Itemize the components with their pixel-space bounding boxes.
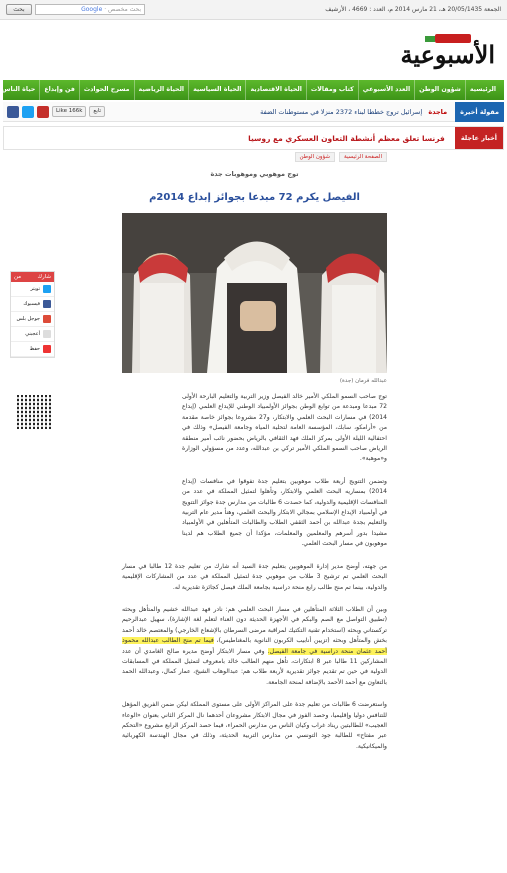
ticker-text[interactable] bbox=[105, 108, 455, 116]
share-box bbox=[10, 271, 55, 358]
share-googleplus[interactable]: جوجل بلس bbox=[11, 312, 54, 327]
article-paragraph-1: توج صاحب السمو الملكي الأمير خالد الفيصل وزير التربية والتعليم البارحة الأولى 72 مبدعا ومبدعة من توابع الوطن بجوائز الأولمبياد الوطني للإبداع العلمي (إبداع 2014) في مسارات البحث العلمي والابتكار، و27 مشروعا بجوائز خاصة مقدمة من «أرامكو، سابك، المؤسسة العامة لتحلية المياه وجامعة الفيصل» وذلك في احتفالية الليلة الأولى بمركز الملك فهد الثقافي بالرياض بحضور نائب أمير منطقة الرياض صاحب السمو الملكي الأمير تركي بن عبدالله، وعدد من مسؤولي الوزارة و«موهبة». bbox=[182, 393, 387, 463]
breaking-text[interactable]: فرنسا تعلق معظم أنشطة التعاون العسكري مع روسيا bbox=[248, 133, 445, 143]
date-line: الجمعة 20/05/1435 هـ، 21 مارس 2014 م، العدد : 4669 ، الأرشيف bbox=[325, 6, 501, 13]
article-photo bbox=[122, 213, 387, 373]
nav-item-sports[interactable]: الحياة الرياضية bbox=[134, 80, 189, 100]
share-header: شارك من bbox=[11, 272, 54, 282]
site-logo[interactable] bbox=[385, 32, 495, 80]
share-save[interactable]: حفظ bbox=[11, 342, 54, 357]
ticker-headline: إسرائيل تروج خططا لبناء 2372 منزلا في مستوطنات الضفة bbox=[260, 107, 423, 116]
share-facebook[interactable]: فيسبوك bbox=[11, 297, 54, 312]
main-nav bbox=[3, 80, 504, 100]
photo-caption: عبدالله فرمان (جدة) bbox=[339, 378, 387, 384]
breaking-label: أخبار عاجلة bbox=[455, 127, 503, 149]
nav-item-writers[interactable]: كتاب ومقالات bbox=[306, 80, 358, 100]
breaking-news bbox=[3, 126, 504, 150]
logo-text: الأسبوعية bbox=[400, 40, 495, 69]
article-paragraph-5: واستعرضت 6 طالبات من تعليم جدة على المراكز الأولى على مستوى المملكة ليكن ضمن الفريق المؤهل للتنافس دوليا وإقليميا، وحصد الفوز في مجال الابتكار مشروعان أحدهما نال المركز الثاني بعنوان «الوعاء العجيب» للطالبتين ريناد غراب وكيان الناس من مدارس الحمراء، فيما حصد المركز الرابع مشروع «التحكم عبر مفتاح» للطالبة جود التونسي من مدارس التربية الحديثة، وذلك في مجال الهندسة الكهربائية والميكانيكية. bbox=[122, 701, 387, 750]
latest-ticker bbox=[3, 102, 504, 122]
qr-code bbox=[17, 395, 51, 429]
follow-button[interactable]: تابع bbox=[89, 106, 105, 117]
breadcrumb-section[interactable]: شؤون الوطن bbox=[295, 152, 336, 162]
article-paragraph-4: وبين أن الطلاب الثلاثة المتأهلين في مسار البحث العلمي هم: نادر فهد عبدالله خشيم والمتأهل وبحثه (تطبيق التواصل مع الصم والبكم في الأجهزة الحديثة دون العناء لتعلم لغة الإشارة)، سهيل عبدالرحيم تركستاني وبحثه (استخدام تقنية التكتيك لمراقبة مرضى السرطان بالإشعاع الخارجي) والمعتصم خالد أحمد بخش والمتأهل وبحثه (تزيين أنابيب الكربون النانوية بالمغناطيس)، فيما تم منح الطالب عبدالله محمود أحمد عثمان منحة دراسية في جامعة الفيصل. وفي مسار الابتكار أوضح مديره صالح الغامدي أن عدد المشاركين 11 طالبا عبر 8 ابتكارات، تأهل منهم الطالب خالد بامعروف لتمثيل المملكة في المسابقات الدولية في حين تم تقديم جوائز تقديرية لأربعة طلاب هم: عبدالوهاب الشيخ، عمار كمال، وعبدالله الحمد بالتعاون مع أحمد الأحمد بالإضافة لمنحة الجامعة. bbox=[122, 605, 387, 686]
twitter-icon bbox=[43, 285, 51, 293]
pdf-icon bbox=[43, 345, 51, 353]
nav-item-incidents[interactable]: مسرح الحوادث bbox=[79, 80, 134, 100]
like-button[interactable]: Like 166k bbox=[52, 106, 86, 117]
share-twitter[interactable]: تويتر bbox=[11, 282, 54, 297]
facebook-icon bbox=[43, 300, 51, 308]
nav-item-weekly[interactable]: العدد الأسبوعي bbox=[358, 80, 414, 100]
twitter-icon[interactable] bbox=[22, 106, 34, 118]
article-kicker: توج موهوبي وموهوبات جدة bbox=[210, 170, 299, 178]
site-header bbox=[0, 20, 507, 80]
top-bar bbox=[0, 0, 507, 20]
youtube-icon[interactable] bbox=[37, 106, 49, 118]
article-paragraph-3: من جهته، أوضح مدير إدارة الموهوبين بتعليم جدة السيد أنه شارك من تعليم جدة 12 طالبا في مسار البحث العلمي تم ترشيح 3 طلاب من موهوبي جدة لتمثيل المملكة في عدد من المشاركات الإقليمية والدولية، بينما تم منح طالب رابع منحة دراسية بجامعة الملك فيصل كجائزة تقديرية له. bbox=[122, 562, 388, 591]
social-buttons bbox=[3, 106, 105, 118]
facebook-icon[interactable] bbox=[7, 106, 19, 118]
search-area bbox=[6, 4, 145, 15]
photo-illustration bbox=[122, 213, 387, 373]
nav-item-people[interactable]: حياة الناس bbox=[0, 80, 39, 100]
google-plus-icon bbox=[43, 315, 51, 323]
search-button[interactable]: بحث bbox=[6, 4, 32, 15]
article bbox=[122, 152, 387, 764]
article-title: الفيصل يكرم 72 مبدعا بجوائز إبداع 2014م bbox=[149, 192, 360, 203]
highlighted-text: فيما تم منح الطالب عبدالله محمود أحمد عثمان منحة دراسية في جامعة الفيصل. bbox=[122, 637, 387, 655]
nav-item-home[interactable]: الرئيسية bbox=[465, 80, 500, 100]
nav-item-economy[interactable]: الحياة الاقتصادية bbox=[245, 80, 305, 100]
breadcrumb bbox=[122, 152, 387, 162]
nav-item-politics[interactable]: الحياة السياسية bbox=[188, 80, 245, 100]
ticker-author: ماجدة bbox=[428, 107, 448, 116]
thumb-icon bbox=[43, 330, 51, 338]
ticker-label: مقولة أخيرة bbox=[455, 102, 504, 122]
share-like[interactable]: أعجبني bbox=[11, 327, 54, 342]
breadcrumb-home[interactable]: الصفحة الرئيسية bbox=[339, 152, 387, 162]
search-input[interactable]: بحث مخصص · Google bbox=[35, 4, 145, 15]
nav-item-national[interactable]: شؤون الوطن bbox=[414, 80, 465, 100]
article-paragraph-2: وتضمن التتويج أربعة طلاب موهوبين بتعليم جدة تفوقوا في منافسات (إبداع 2014) بمساريه البحث العلمي والابتكار، وتأهلوا لتمثيل المملكة في عدد من المنافسات الإقليمية والدولية، كما حصدت 6 طالبات من مدارس جدة جوائز التتويج في أولمبياد الإبداع الإسلامي بمجالي الابتكار والبحث العلمي، وهنأ مدير عام التربية والتعليم بجدة عبدالله بن أحمد الثقفي الطلاب والطالبات المتأهلين في الأولمبياد مشيدا بدور أسرهم والمعلمين والمعلمات، مؤكدا أن جميع الطلاب هم لدينا موهوبون في مسار البحث العلمي. bbox=[182, 477, 388, 548]
nav-item-art[interactable]: فن وإبداع bbox=[39, 80, 79, 100]
